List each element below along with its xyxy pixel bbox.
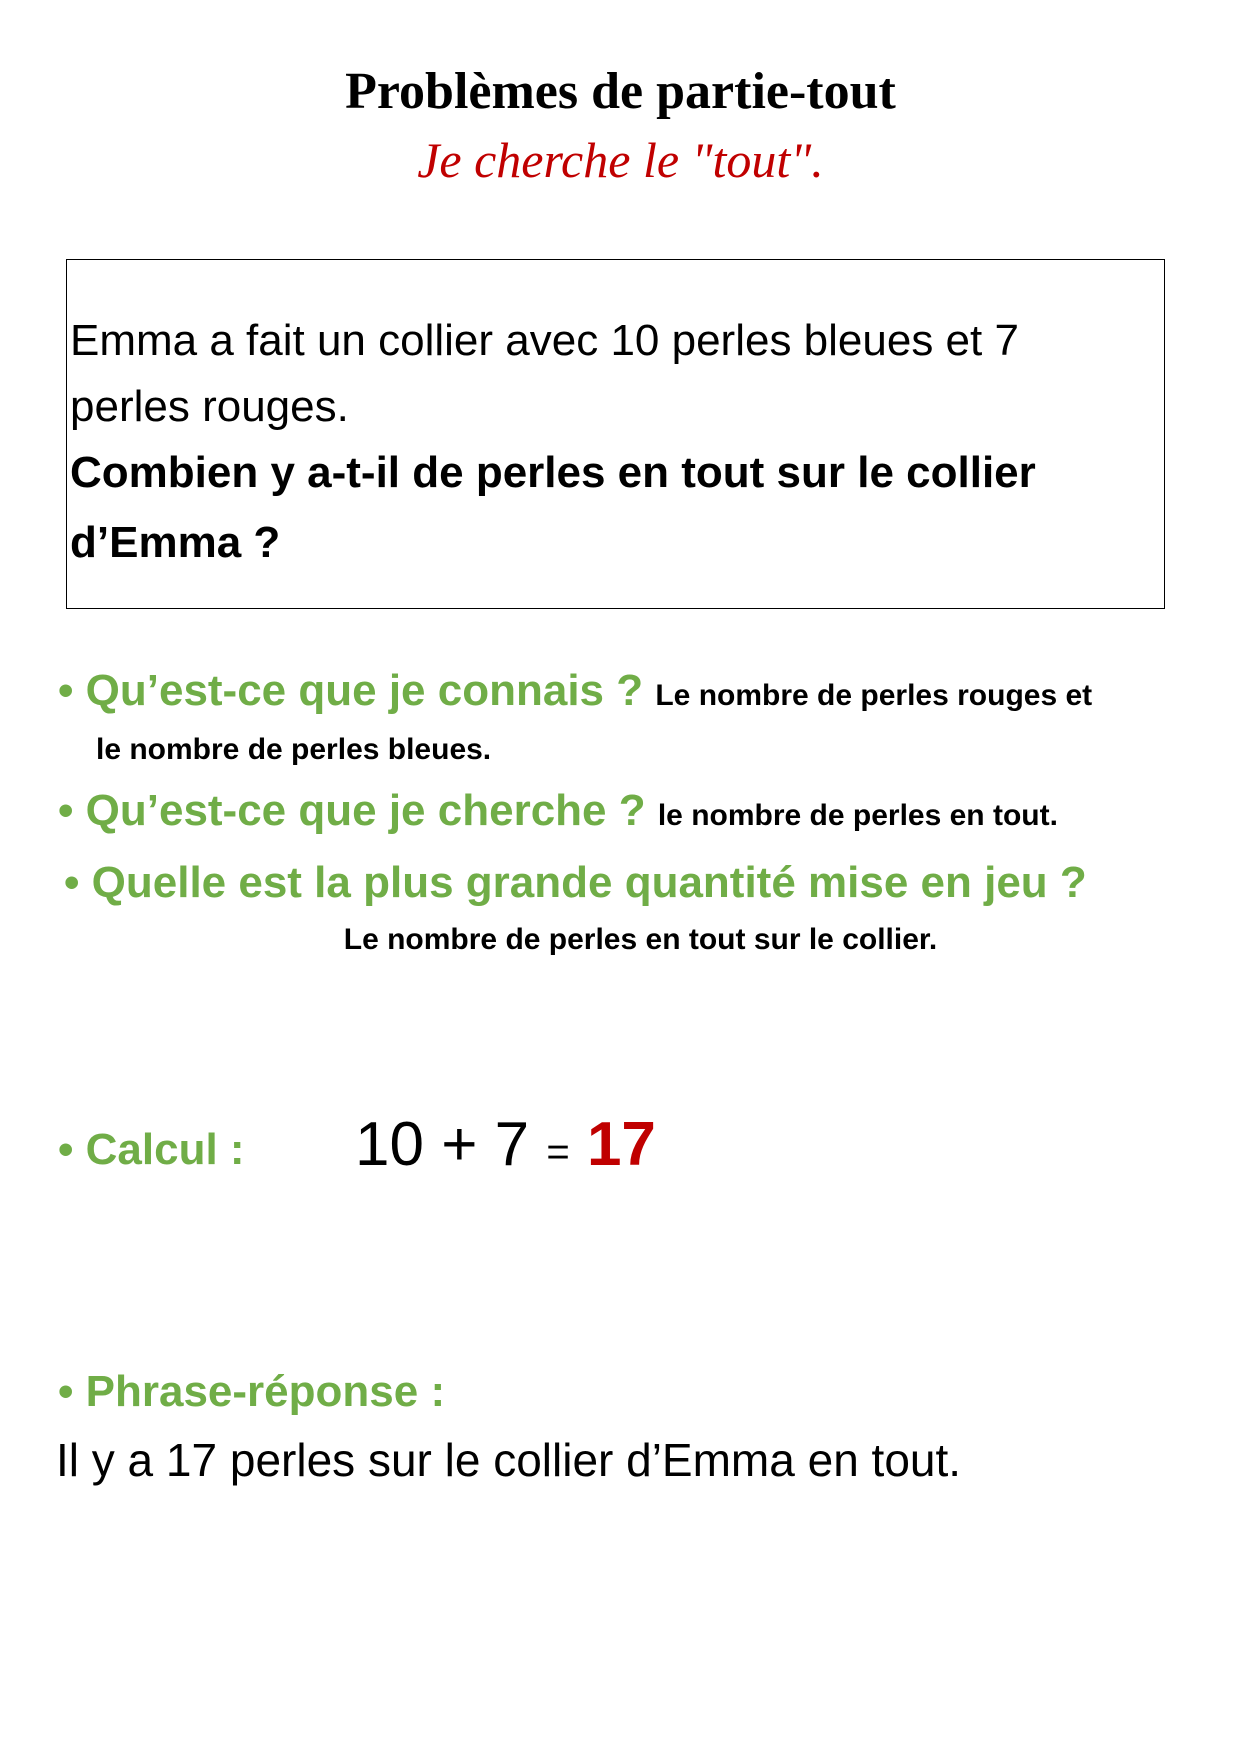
known-answer-line1: Le nombre de perles rouges et — [655, 679, 1093, 712]
problem-statement: Emma a fait un collier avec 10 perles bleues et 7 perles rouges. — [70, 316, 1019, 431]
sentence-bullet — [58, 1362, 445, 1422]
problem-question: Combien y a-t-il de perles en tout sur le collier d’Emma ? — [70, 448, 1036, 567]
search-bullet — [58, 782, 1058, 845]
known-answer-line2: le nombre de perles bleues. — [96, 733, 492, 766]
calc-equals: = — [546, 1130, 570, 1174]
page-subtitle: Je cherche le "tout". — [417, 132, 824, 188]
largest-quantity-question: Quelle est la plus grande quantité mise en jeu ? — [91, 858, 1087, 907]
calc-line — [355, 1105, 656, 1192]
known-bullet — [58, 662, 1092, 725]
calc-bullet — [58, 1120, 245, 1180]
calc-result: 17 — [586, 1110, 656, 1179]
calc-label: Calcul : — [85, 1125, 245, 1174]
sentence-label: Phrase-réponse : — [85, 1367, 446, 1416]
calc-expression: 10 + 7 — [355, 1110, 530, 1179]
bullet-icon: • — [58, 786, 74, 835]
page-title: Problèmes de partie-tout — [345, 63, 896, 120]
search-question: Qu’est-ce que je cherche ? — [85, 786, 646, 835]
bullet-icon: • — [58, 666, 74, 715]
search-answer: le nombre de perles en tout. — [657, 799, 1058, 832]
largest-quantity-bullet — [64, 854, 1087, 912]
bullet-icon: • — [58, 1367, 74, 1416]
largest-quantity-answer: Le nombre de perles en tout sur le collier. — [343, 923, 938, 956]
bullet-icon: • — [64, 858, 80, 907]
bullet-icon: • — [58, 1125, 74, 1174]
known-question: Qu’est-ce que je connais ? — [85, 666, 644, 715]
sentence-answer: Il y a 17 perles sur le collier d’Emma en tout. — [56, 1434, 962, 1486]
